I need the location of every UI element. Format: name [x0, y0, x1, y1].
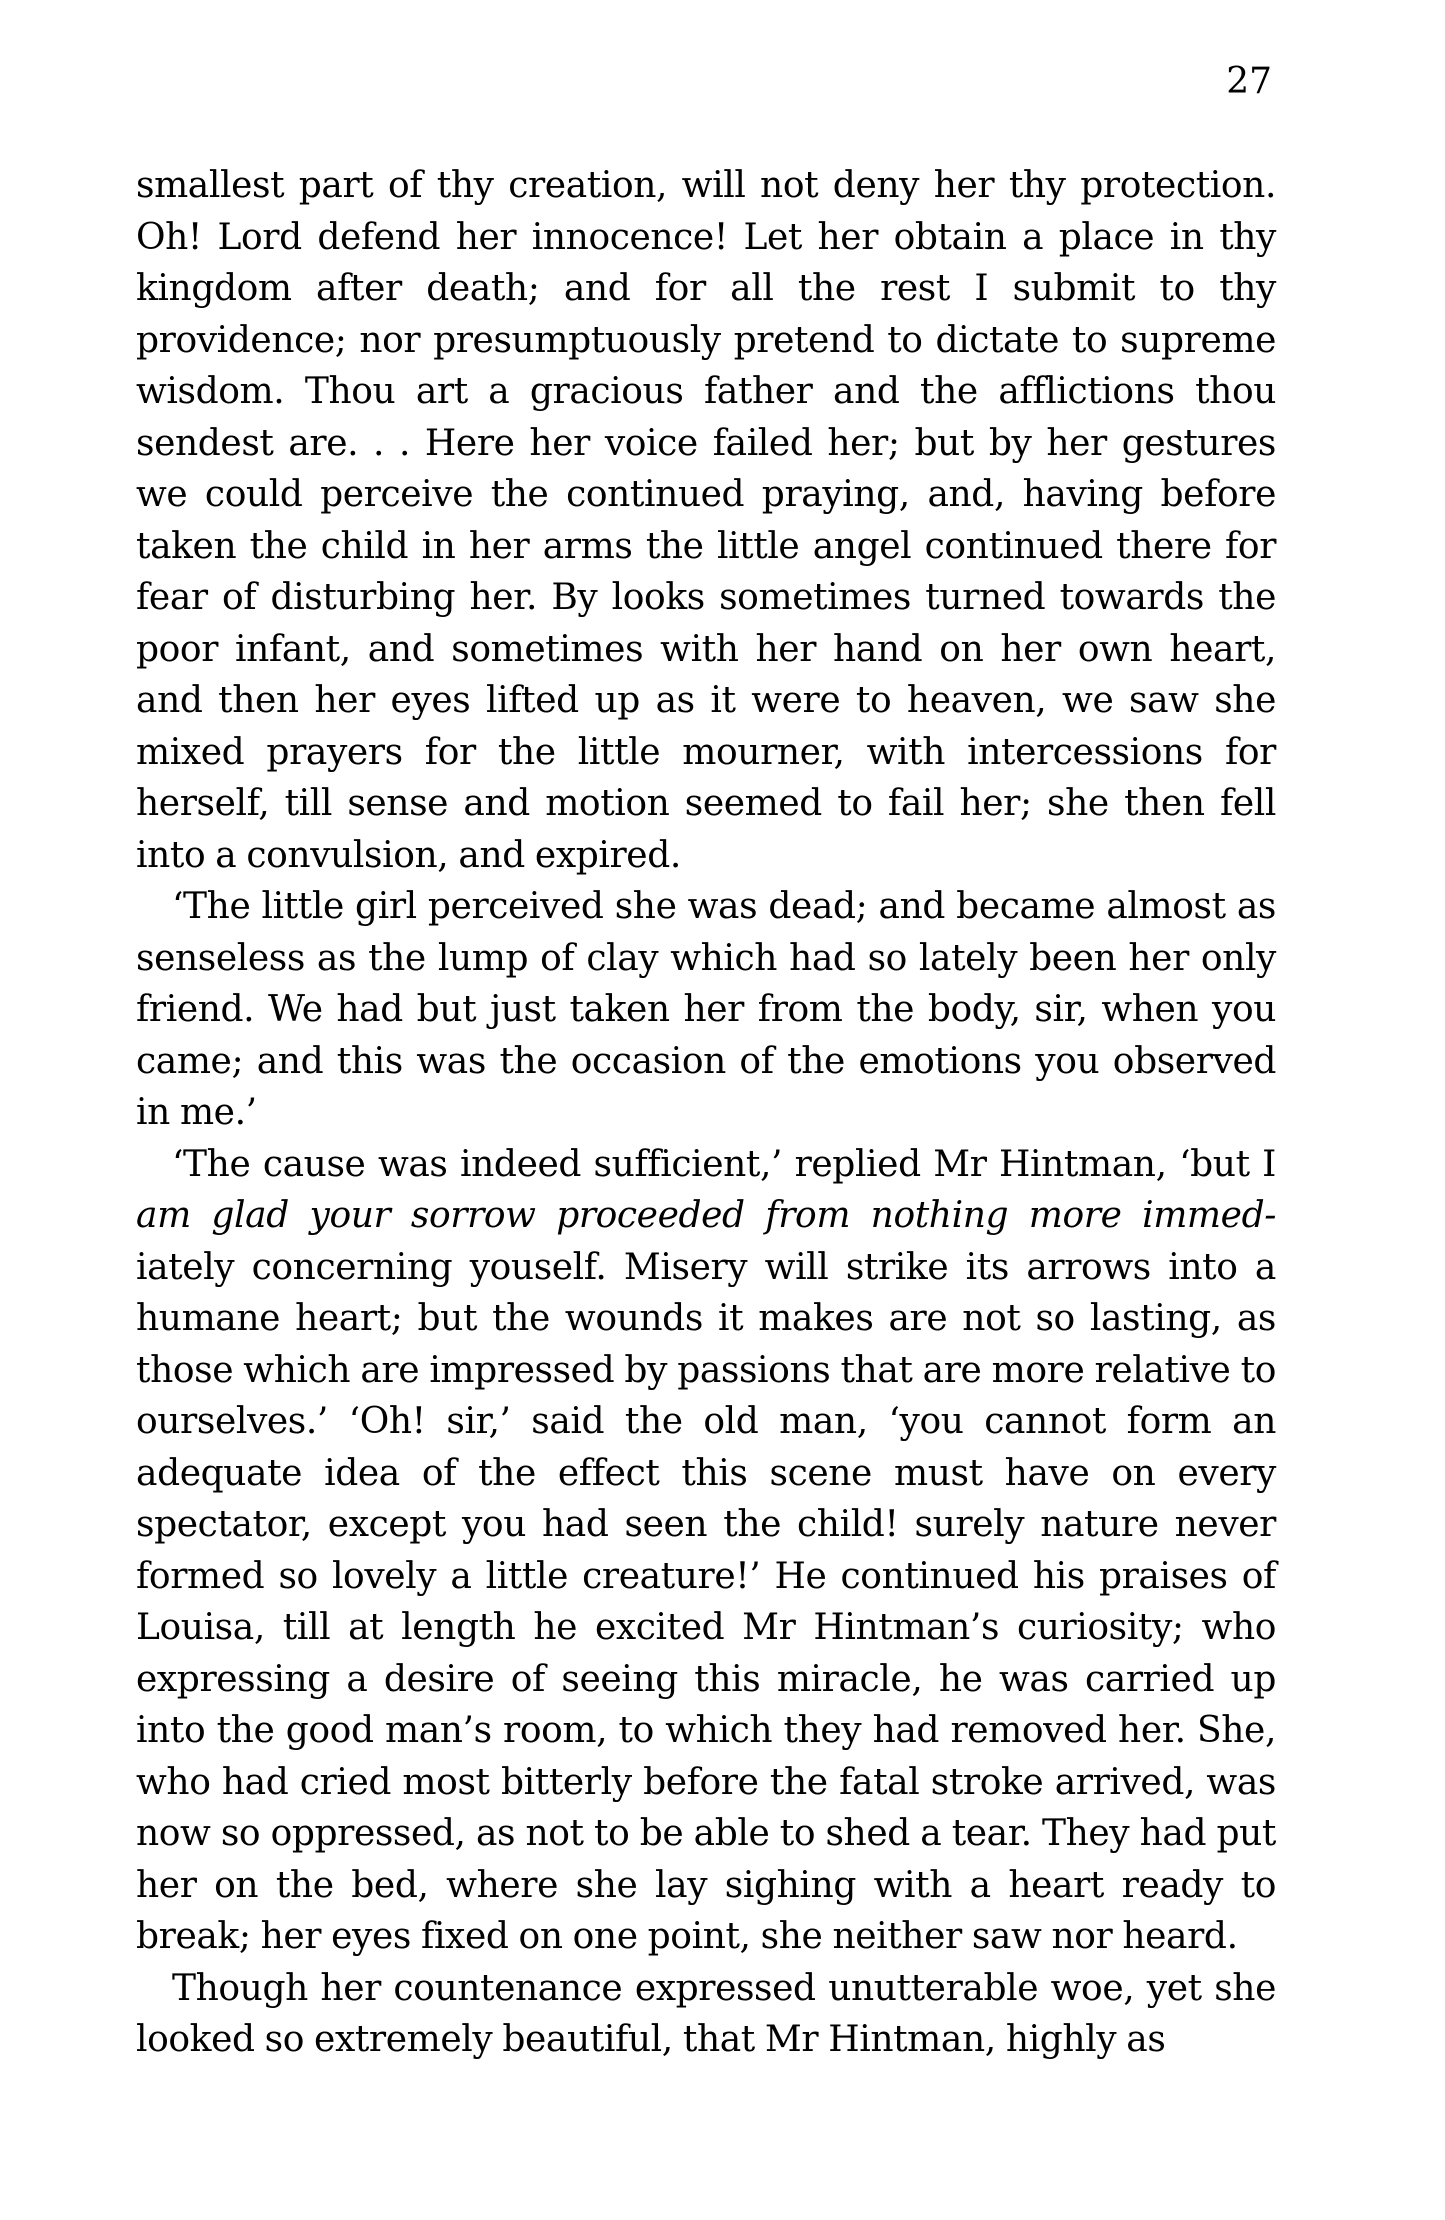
paragraph-3-opening: ‘The cause was indeed sufficient,’ replied Mr Hintman, ‘but I [172, 1143, 1276, 1185]
paragraph-1: smallest part of thy creation, will not deny her thy protection. Oh! Lord defend her innocence! Let her obtain a place in thy kingdom after death; and for all the rest I submit to thy providence; nor presumptuously pretend to dictate to supreme wisdom. Thou art a gracious father and the afflictions thou sendest are. . . Here her voice failed her; but by her gestures we could perceive the continued praying, and, having before taken the child in her arms the little angel continued there for fear of disturbing her. By looks sometimes turned towards the poor infant, and sometimes with her hand on her own heart, and then her eyes lifted up as it were to heaven, we saw she mixed prayers for the little mourner, with intercessions for herself, till sense and motion seemed to fail her; she then fell into a convulsion, and expired. [136, 165, 1276, 876]
paragraph-3-continuation: iately concerning youself. Misery will strike its arrows into a humane heart; but the wounds it makes are not so lasting, as those which are impressed by passions that are more relative to ourselves.’ ‘Oh! sir,’ said the old man, ‘you cannot form an adequate idea of the effect this scene must have on every spectator, except you had seen the child! surely nature never formed so lovely a little creature!’ He continued his praises of Louisa, till at length he excited Mr Hintman’s curiosity; who expressing a desire of seeing this miracle, he was carried up into the good man’s room, to which they had removed her. She, who had cried most bitterly before the fatal stroke arrived, was now so oppressed, as not to be able to shed a tear. They had put her on the bed, where she lay sighing with a heart ready to break; her eyes fixed on one point, she neither saw nor heard. [136, 1246, 1276, 1957]
paragraph-4: Though her countenance expressed unutterable woe, yet she looked so extremely beautiful, that Mr Hintman, highly as [136, 1967, 1276, 2060]
paragraph-3 [136, 1139, 1276, 1963]
paragraph-3-italic-run: am glad your sorrow proceeded from nothing more immed- [136, 1195, 1276, 1236]
body-text [136, 160, 1276, 2060]
paragraph-2: ‘The little girl perceived she was dead; and became almost as senseless as the lump of clay which had so lately been her only friend. We had but just taken her from the body, sir, when you came; and this was the occasion of the emotions you observed in me.’ [136, 886, 1276, 1133]
page-number: 27 [1226, 61, 1272, 102]
